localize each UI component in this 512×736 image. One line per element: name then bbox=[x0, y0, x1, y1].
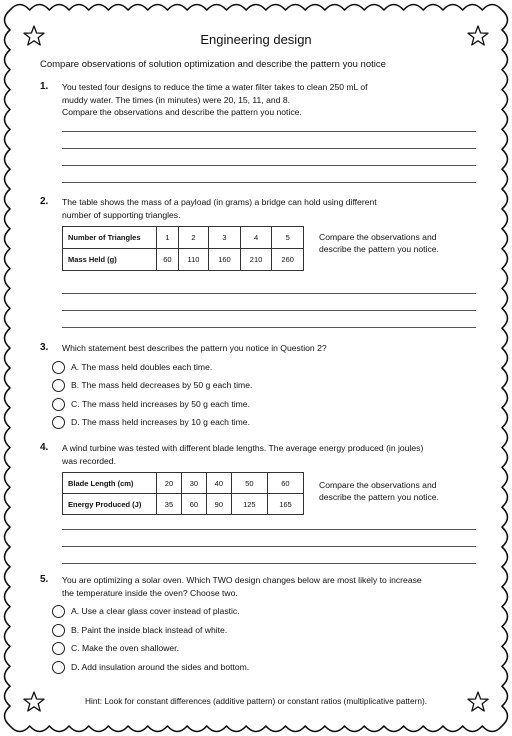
table-row bbox=[63, 494, 304, 515]
radio-circle-icon[interactable] bbox=[52, 361, 65, 374]
hint-text: Hint: Look for constant differences (additive pattern) or constant ratios (multiplicative pattern). bbox=[84, 696, 428, 706]
table-cell: 1 bbox=[157, 227, 179, 249]
table-cell: 20 bbox=[157, 473, 182, 494]
table-cell: 35 bbox=[157, 494, 182, 515]
question-3-text: Which statement best describes the pattern you notice in Question 2? bbox=[62, 343, 327, 353]
table-cell: 160 bbox=[209, 249, 241, 271]
table-cell: 5 bbox=[272, 227, 304, 249]
question-4-text: A wind turbine was tested with different blade lengths. The average energy produced (in joules) was recorded. bbox=[62, 443, 424, 466]
row-header: Mass Held (g) bbox=[63, 249, 157, 271]
table-cell: 60 bbox=[157, 249, 179, 271]
radio-circle-icon[interactable] bbox=[52, 416, 65, 429]
table-row bbox=[63, 227, 304, 249]
table-cell: 125 bbox=[231, 494, 267, 515]
table-cell: 110 bbox=[178, 249, 208, 271]
question-number: 5. bbox=[40, 574, 49, 585]
radio-circle-icon[interactable] bbox=[52, 624, 65, 637]
answer-line[interactable] bbox=[62, 327, 476, 328]
question-5-text: You are optimizing a solar oven. Which TWO design changes below are most likely to increase the temperature inside the oven? Choose two. bbox=[62, 575, 422, 598]
blade-length-table bbox=[62, 472, 304, 515]
option-a[interactable]: A. The mass held doubles each time. bbox=[52, 359, 212, 375]
option-a[interactable]: A. Use a clear glass cover instead of plastic. bbox=[52, 603, 240, 619]
option-d[interactable]: D. The mass held increases by 10 g each time. bbox=[52, 414, 250, 430]
question-number: 4. bbox=[40, 442, 49, 453]
row-header: Blade Length (cm) bbox=[63, 473, 157, 494]
answer-line[interactable] bbox=[62, 182, 476, 183]
table-cell: 210 bbox=[240, 249, 272, 271]
table-row bbox=[63, 249, 304, 271]
answer-line[interactable] bbox=[62, 310, 476, 311]
question-number: 2. bbox=[40, 196, 49, 207]
table-cell: 90 bbox=[206, 494, 231, 515]
row-header: Number of Triangles bbox=[63, 227, 157, 249]
table-prompt: Compare the observations and describe the pattern you notice. bbox=[319, 480, 439, 502]
question-number: 1. bbox=[40, 81, 49, 92]
table-cell: 40 bbox=[206, 473, 231, 494]
table-cell: 2 bbox=[178, 227, 208, 249]
answer-line[interactable] bbox=[62, 529, 476, 530]
table-cell: 260 bbox=[272, 249, 304, 271]
table-cell: 165 bbox=[267, 494, 303, 515]
question-2-text: The table shows the mass of a payload (in grams) a bridge can hold using different number of supporting triangles. bbox=[62, 197, 377, 220]
option-b[interactable]: B. The mass held decreases by 50 g each time. bbox=[52, 377, 252, 393]
table-prompt: Compare the observations and describe the pattern you notice. bbox=[319, 232, 439, 254]
page-subtitle: Compare observations of solution optimization and describe the pattern you notice bbox=[40, 59, 386, 70]
question-number: 3. bbox=[40, 342, 49, 353]
table-cell: 50 bbox=[231, 473, 267, 494]
answer-line[interactable] bbox=[62, 148, 476, 149]
answer-line[interactable] bbox=[62, 293, 476, 294]
answer-line[interactable] bbox=[62, 131, 476, 132]
table-cell: 60 bbox=[267, 473, 303, 494]
option-d[interactable]: D. Add insulation around the sides and bottom. bbox=[52, 659, 249, 675]
radio-circle-icon[interactable] bbox=[52, 398, 65, 411]
answer-line[interactable] bbox=[62, 546, 476, 547]
page-title: Engineering design bbox=[200, 32, 312, 47]
radio-circle-icon[interactable] bbox=[52, 661, 65, 674]
table-cell: 30 bbox=[181, 473, 206, 494]
radio-circle-icon[interactable] bbox=[52, 642, 65, 655]
row-header: Energy Produced (J) bbox=[63, 494, 157, 515]
radio-circle-icon[interactable] bbox=[52, 379, 65, 392]
question-1-text: You tested four designs to reduce the time a water filter takes to clean 250 mL of muddy water. The times (in minutes) were 20, 15, 11, and 8. Compare the observations and describe the pattern you notice. bbox=[62, 82, 368, 117]
option-c[interactable]: C. The mass held increases by 50 g each time. bbox=[52, 396, 250, 412]
table-row bbox=[63, 473, 304, 494]
table-cell: 60 bbox=[181, 494, 206, 515]
answer-line[interactable] bbox=[62, 165, 476, 166]
option-c[interactable]: C. Make the oven shallower. bbox=[52, 640, 179, 656]
triangles-table bbox=[62, 226, 304, 271]
table-cell: 4 bbox=[240, 227, 272, 249]
table-cell: 3 bbox=[209, 227, 241, 249]
answer-line[interactable] bbox=[62, 563, 476, 564]
radio-circle-icon[interactable] bbox=[52, 605, 65, 618]
option-b[interactable]: B. Paint the inside black instead of white. bbox=[52, 622, 227, 638]
